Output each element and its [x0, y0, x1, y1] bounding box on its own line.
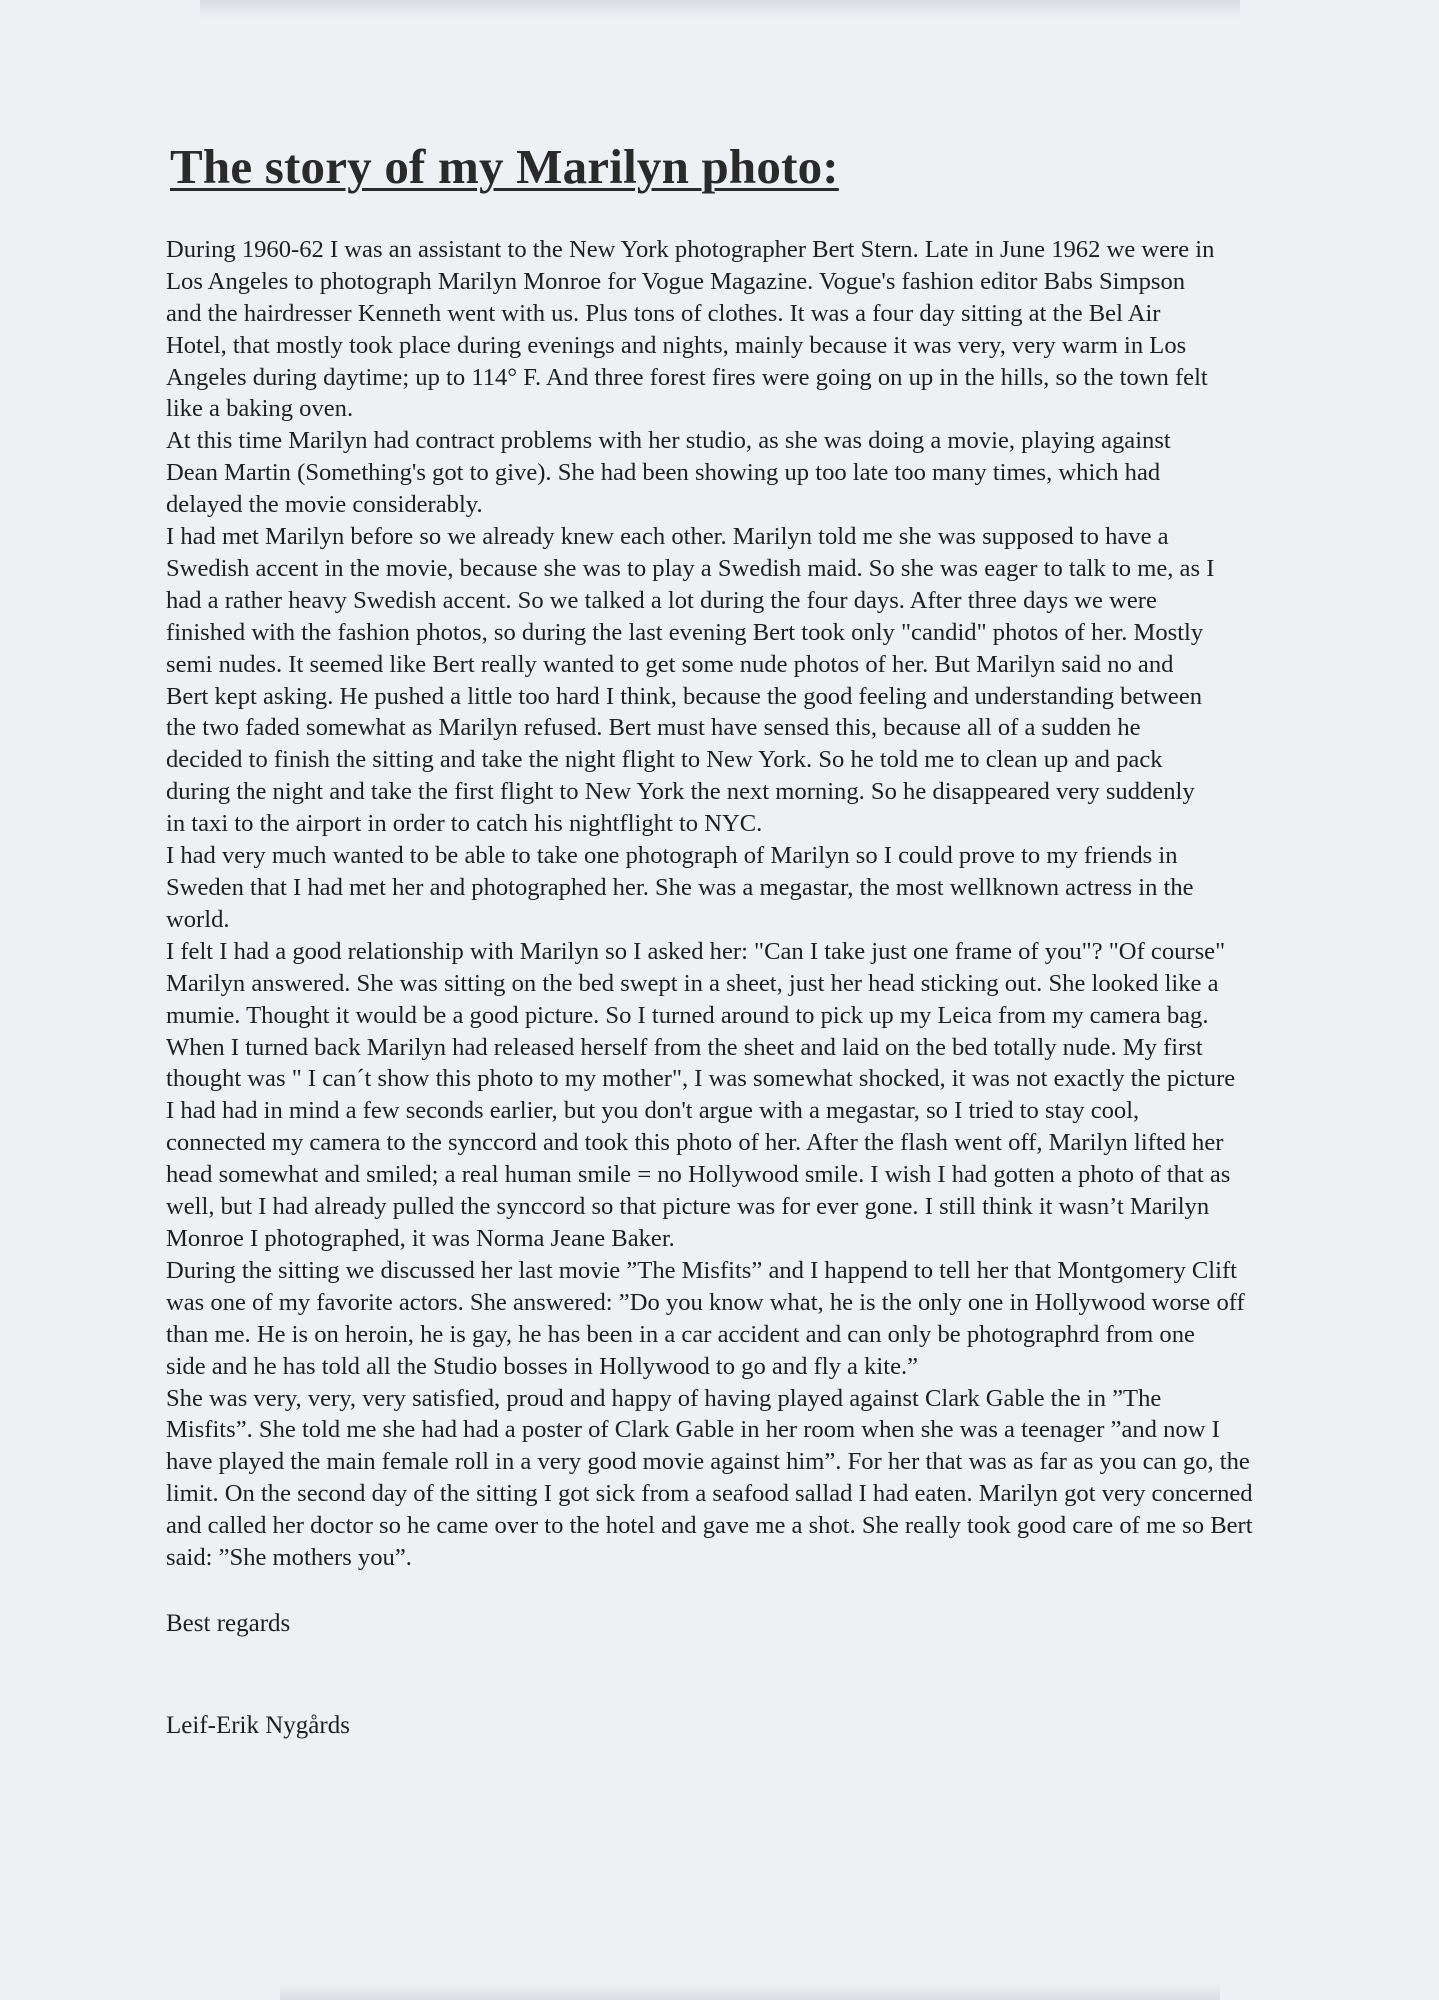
paragraph-6: During the sitting we discussed her last movie ”The Misfits” and I happend to tell her that Montgomery Clift was one of my favorite actors. She answered: ”Do you know what, he is the only one in Hollywood worse off than me. He is on heroin, he is gay, he has been in a car accident and can only be photographrd from one side and he has told all the Studio bosses in Hollywood to go and fly a kite.”: [166, 1256, 1245, 1380]
paragraph-7: She was very, very, very satisfied, proud and happy of having played against Clark Gable the in ”The Misfits”. She told me she had had a poster of Clark Gable in her room when she was a teenager ”and now I have played the main female roll in a very good movie against him”. For her that was as far as you can go, the limit. On the second day of the sitting I got sick from a seafood sallad I had eaten. Marilyn got very concerned and called her doctor so he came over to the hotel and gave me a shot. She really took good care of me so Bert said: ”She mothers you”.: [166, 1384, 1253, 1572]
scan-shadow-bottom: [280, 1984, 1220, 2000]
paragraph-1: During 1960-62 I was an assistant to the New York photographer Bert Stern. Late in June 1962 we were in Los Angeles to photograph Marilyn Monroe for Vogue Magazine. Vogue's fashion editor Babs Simpson and the hairdresser Kenneth went with us. Plus tons of clothes. It was a four day sitting at the Bel Air Hotel, that mostly took place during evenings and nights, mainly because it was very, very warm in Los Angeles during daytime; up to 114° F. And three forest fires were going on up in the hills, so the town felt like a baking oven.: [166, 235, 1215, 423]
document-title: The story of my Marilyn photo:: [170, 139, 839, 194]
letter-page: [166, 140, 1391, 1740]
signature-name: Leif-Erik Nygårds: [166, 1711, 350, 1739]
paragraph-5: I felt I had a good relationship with Marilyn so I asked her: "Can I take just one frame of you"? "Of course" Marilyn answered. She was sitting on the bed swept in a sheet, just her head sticking out. She looked like a mumie. Thought it would be a good picture. So I turned around to pick up my Leica from my camera bag. When I turned back Marilyn had released herself from the sheet and laid on the bed totally nude. My first thought was " I can´t show this photo to my mother", I was somewhat shocked, it was not exactly the picture I had had in mind a few seconds earlier, but you don't argue with a megastar, so I tried to stay cool, connected my camera to the synccord and took this photo of her. After the flash went off, Marilyn lifted her head somewhat and smiled; a real human smile = no Hollywood smile. I wish I had gotten a photo of that as well, but I had already pulled the synccord so that picture was for ever gone. I still think it wasn’t Marilyn Monroe I photographed, it was Norma Jeane Baker.: [166, 937, 1236, 1252]
closing-line: Best regards: [166, 1609, 291, 1637]
paragraph-3: I had met Marilyn before so we already knew each other. Marilyn told me she was supposed to have a Swedish accent in the movie, because she was to play a Swedish maid. So she was eager to talk to me, as I had a rather heavy Swedish accent. So we talked a lot during the four days. After three days we were finished with the fashion photos, so during the last evening Bert took only "candid" photos of her. Mostly semi nudes. It seemed like Bert really wanted to get some nude photos of her. But Marilyn said no and Bert kept asking. He pushed a little too hard I think, because the good feeling and understanding between the two faded somewhat as Marilyn refused. Bert must have sensed this, because all of a sudden he decided to finish the sitting and take the night flight to New York. So he told me to clean up and pack during the night and take the first flight to New York the next morning. So he disappeared very suddenly in taxi to the airport in order to catch his nightflight to NYC.: [166, 523, 1215, 838]
scan-shadow-top: [200, 0, 1240, 18]
paragraph-2: At this time Marilyn had contract problems with her studio, as she was doing a movie, playing against Dean Martin (Something's got to give). She had been showing up too late too many times, which had delayed the movie considerably.: [166, 427, 1171, 519]
paragraph-4: I had very much wanted to be able to take one photograph of Marilyn so I could prove to my friends in Sweden that I had met her and photographed her. She was a megastar, the most wellknown actress in the world.: [166, 842, 1194, 933]
letter-body: [166, 234, 1391, 1574]
